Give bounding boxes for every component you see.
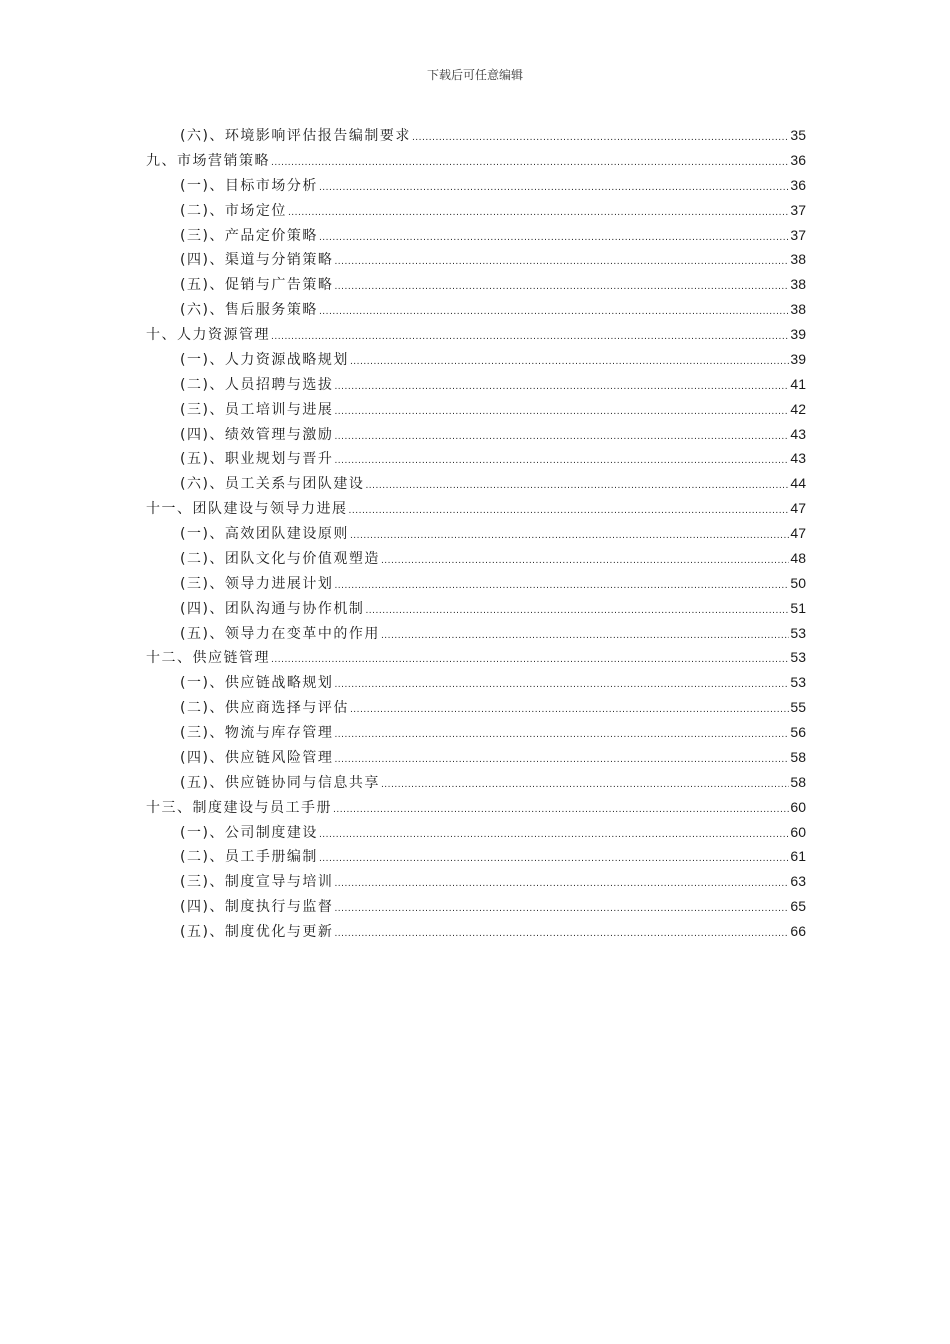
toc-entry-title: (四)、供应链风险管理 (180, 749, 334, 766)
toc-dot-leader (381, 626, 789, 642)
toc-entry-title: (二)、供应商选择与评估 (180, 700, 349, 717)
toc-chapter-entry[interactable] (146, 797, 806, 822)
toc-dot-leader (334, 252, 789, 268)
toc-section-entry[interactable] (146, 623, 806, 648)
toc-section-entry[interactable] (146, 399, 806, 424)
toc-dot-leader (319, 228, 789, 244)
toc-entry-title: (三)、物流与库存管理 (180, 725, 334, 741)
toc-dot-leader (334, 427, 789, 443)
toc-entry-title: (五)、制度优化与更新 (180, 924, 334, 940)
toc-dot-leader (350, 700, 789, 716)
toc-entry-title: 十三、制度建设与员工手册 (146, 799, 332, 816)
toc-entry-title: (二)、员工手册编制 (180, 849, 318, 866)
toc-entry-title: (四)、渠道与分销策略 (180, 252, 334, 269)
toc-section-entry[interactable] (146, 697, 806, 722)
toc-section-entry[interactable] (146, 772, 806, 797)
toc-dot-leader (334, 899, 789, 915)
toc-page-number: 38 (790, 251, 806, 268)
toc-page-number: 43 (790, 425, 806, 442)
toc-chapter-entry[interactable] (146, 324, 806, 349)
toc-chapter-entry[interactable] (146, 498, 806, 523)
toc-dot-leader (334, 402, 789, 418)
toc-page-number: 65 (790, 898, 806, 915)
toc-section-entry[interactable] (146, 598, 806, 623)
page-header: 下载后可任意编辑 (426, 68, 523, 82)
toc-section-entry[interactable] (146, 846, 806, 871)
toc-page-number: 63 (790, 873, 806, 890)
toc-section-entry[interactable] (146, 274, 806, 299)
toc-dot-leader (319, 849, 789, 865)
toc-entry-title: 十一、团队建设与领导力进展 (146, 501, 348, 518)
toc-dot-leader (349, 501, 790, 517)
toc-entry-title: (四)、团队沟通与协作机制 (180, 600, 365, 617)
toc-page-number: 53 (790, 624, 806, 641)
toc-dot-leader (334, 675, 789, 691)
toc-dot-leader (334, 377, 789, 393)
toc-entry-title: (一)、供应链战略规划 (180, 675, 334, 692)
toc-page-number: 42 (790, 400, 806, 417)
toc-section-entry[interactable] (146, 722, 806, 747)
toc-dot-leader (334, 874, 789, 890)
toc-dot-leader (381, 551, 789, 567)
toc-entry-title: (三)、制度宣导与培训 (180, 874, 334, 891)
toc-entry-title: (五)、供应链协同与信息共享 (180, 774, 380, 791)
toc-section-entry[interactable] (146, 548, 806, 573)
toc-page-number: 51 (790, 599, 806, 616)
toc-dot-leader (365, 601, 789, 617)
toc-page-number: 56 (790, 724, 806, 740)
toc-page-number: 50 (790, 574, 806, 591)
toc-page-number: 53 (790, 674, 806, 691)
toc-entry-title: (五)、促销与广告策略 (180, 277, 334, 294)
toc-section-entry[interactable] (146, 871, 806, 896)
toc-entry-title: (一)、目标市场分析 (180, 177, 318, 194)
toc-page-number: 38 (790, 301, 806, 318)
toc-section-entry[interactable] (146, 299, 806, 324)
toc-section-entry[interactable] (146, 200, 806, 225)
toc-section-entry[interactable] (146, 225, 806, 250)
toc-section-entry[interactable] (146, 424, 806, 449)
toc-entry-title: (五)、职业规划与晋升 (180, 451, 334, 468)
toc-dot-leader (271, 327, 789, 343)
toc-dot-leader (319, 302, 789, 318)
toc-page-number: 66 (790, 923, 806, 939)
toc-dot-leader (350, 352, 789, 368)
toc-dot-leader (334, 725, 789, 741)
toc-page-number: 55 (790, 699, 806, 716)
toc-section-entry[interactable] (146, 747, 806, 772)
toc-section-entry[interactable] (146, 249, 806, 274)
toc-page-number: 60 (790, 823, 806, 840)
toc-entry-title: (四)、制度执行与监督 (180, 899, 334, 916)
toc-page-number: 35 (790, 127, 806, 143)
toc-page-number: 36 (790, 176, 806, 193)
toc-entry-title: 十二、供应链管理 (146, 650, 270, 667)
toc-entry-title: (二)、团队文化与价值观塑造 (180, 550, 380, 567)
toc-page-number: 44 (790, 475, 806, 492)
toc-entry-title: (三)、领导力进展计划 (180, 575, 334, 592)
toc-dot-leader (412, 128, 789, 144)
toc-page-number: 37 (790, 226, 806, 243)
toc-page-number: 38 (790, 276, 806, 293)
toc-entry-title: (四)、绩效管理与激励 (180, 426, 334, 443)
toc-section-entry[interactable] (146, 573, 806, 598)
toc-page-number: 61 (790, 848, 806, 865)
toc-dot-leader (319, 825, 789, 841)
toc-entry-title: (六)、员工关系与团队建设 (180, 476, 365, 493)
toc-dot-leader (334, 451, 789, 467)
toc-page-number: 39 (790, 350, 806, 367)
toc-entry-title: (六)、环境影响评估报告编制要求 (180, 128, 411, 144)
toc-chapter-entry[interactable] (146, 647, 806, 672)
table-of-contents (146, 125, 806, 946)
toc-dot-leader (333, 800, 789, 816)
toc-section-entry[interactable] (146, 896, 806, 921)
toc-section-entry[interactable] (146, 822, 806, 847)
toc-entry-title: (五)、领导力在变革中的作用 (180, 625, 380, 642)
toc-entry-title: (一)、公司制度建设 (180, 824, 318, 841)
toc-dot-leader (365, 476, 789, 492)
toc-page-number: 47 (790, 500, 806, 517)
toc-page-number: 58 (790, 773, 806, 790)
toc-section-entry[interactable] (146, 921, 806, 946)
toc-entry-title: (一)、人力资源战略规划 (180, 351, 349, 368)
toc-page-number: 53 (790, 649, 806, 666)
toc-chapter-entry[interactable] (146, 150, 806, 175)
toc-page-number: 37 (790, 201, 806, 218)
toc-page-number: 60 (790, 798, 806, 815)
toc-page-number: 39 (790, 326, 806, 342)
toc-section-entry[interactable] (146, 125, 806, 150)
toc-entry-title: (六)、售后服务策略 (180, 302, 318, 319)
toc-dot-leader (334, 277, 789, 293)
toc-page-number: 36 (790, 151, 806, 168)
toc-dot-leader (271, 153, 789, 169)
toc-section-entry[interactable] (146, 672, 806, 697)
toc-section-entry[interactable] (146, 523, 806, 548)
toc-dot-leader (350, 526, 789, 542)
toc-entry-title: (一)、高效团队建设原则 (180, 526, 349, 542)
toc-dot-leader (319, 178, 789, 194)
toc-section-entry[interactable] (146, 175, 806, 200)
toc-dot-leader (334, 750, 789, 766)
toc-page-number: 41 (790, 375, 806, 392)
toc-section-entry[interactable] (146, 349, 806, 374)
toc-dot-leader (271, 650, 789, 666)
toc-section-entry[interactable] (146, 473, 806, 498)
toc-page-number: 47 (790, 525, 806, 541)
toc-dot-leader (334, 924, 789, 940)
toc-page-number: 58 (790, 748, 806, 765)
toc-section-entry[interactable] (146, 374, 806, 399)
toc-dot-leader (288, 203, 789, 219)
toc-page-number: 43 (790, 450, 806, 467)
toc-entry-title: 十、人力资源管理 (146, 327, 270, 343)
toc-entry-title: 九、市场营销策略 (146, 152, 270, 169)
toc-page-number: 48 (790, 549, 806, 566)
toc-entry-title: (二)、人员招聘与选拔 (180, 376, 334, 393)
toc-entry-title: (三)、员工培训与进展 (180, 401, 334, 418)
toc-dot-leader (334, 576, 789, 592)
toc-entry-title: (三)、产品定价策略 (180, 227, 318, 244)
toc-entry-title: (二)、市场定位 (180, 202, 287, 219)
toc-section-entry[interactable] (146, 448, 806, 473)
toc-dot-leader (381, 775, 789, 791)
